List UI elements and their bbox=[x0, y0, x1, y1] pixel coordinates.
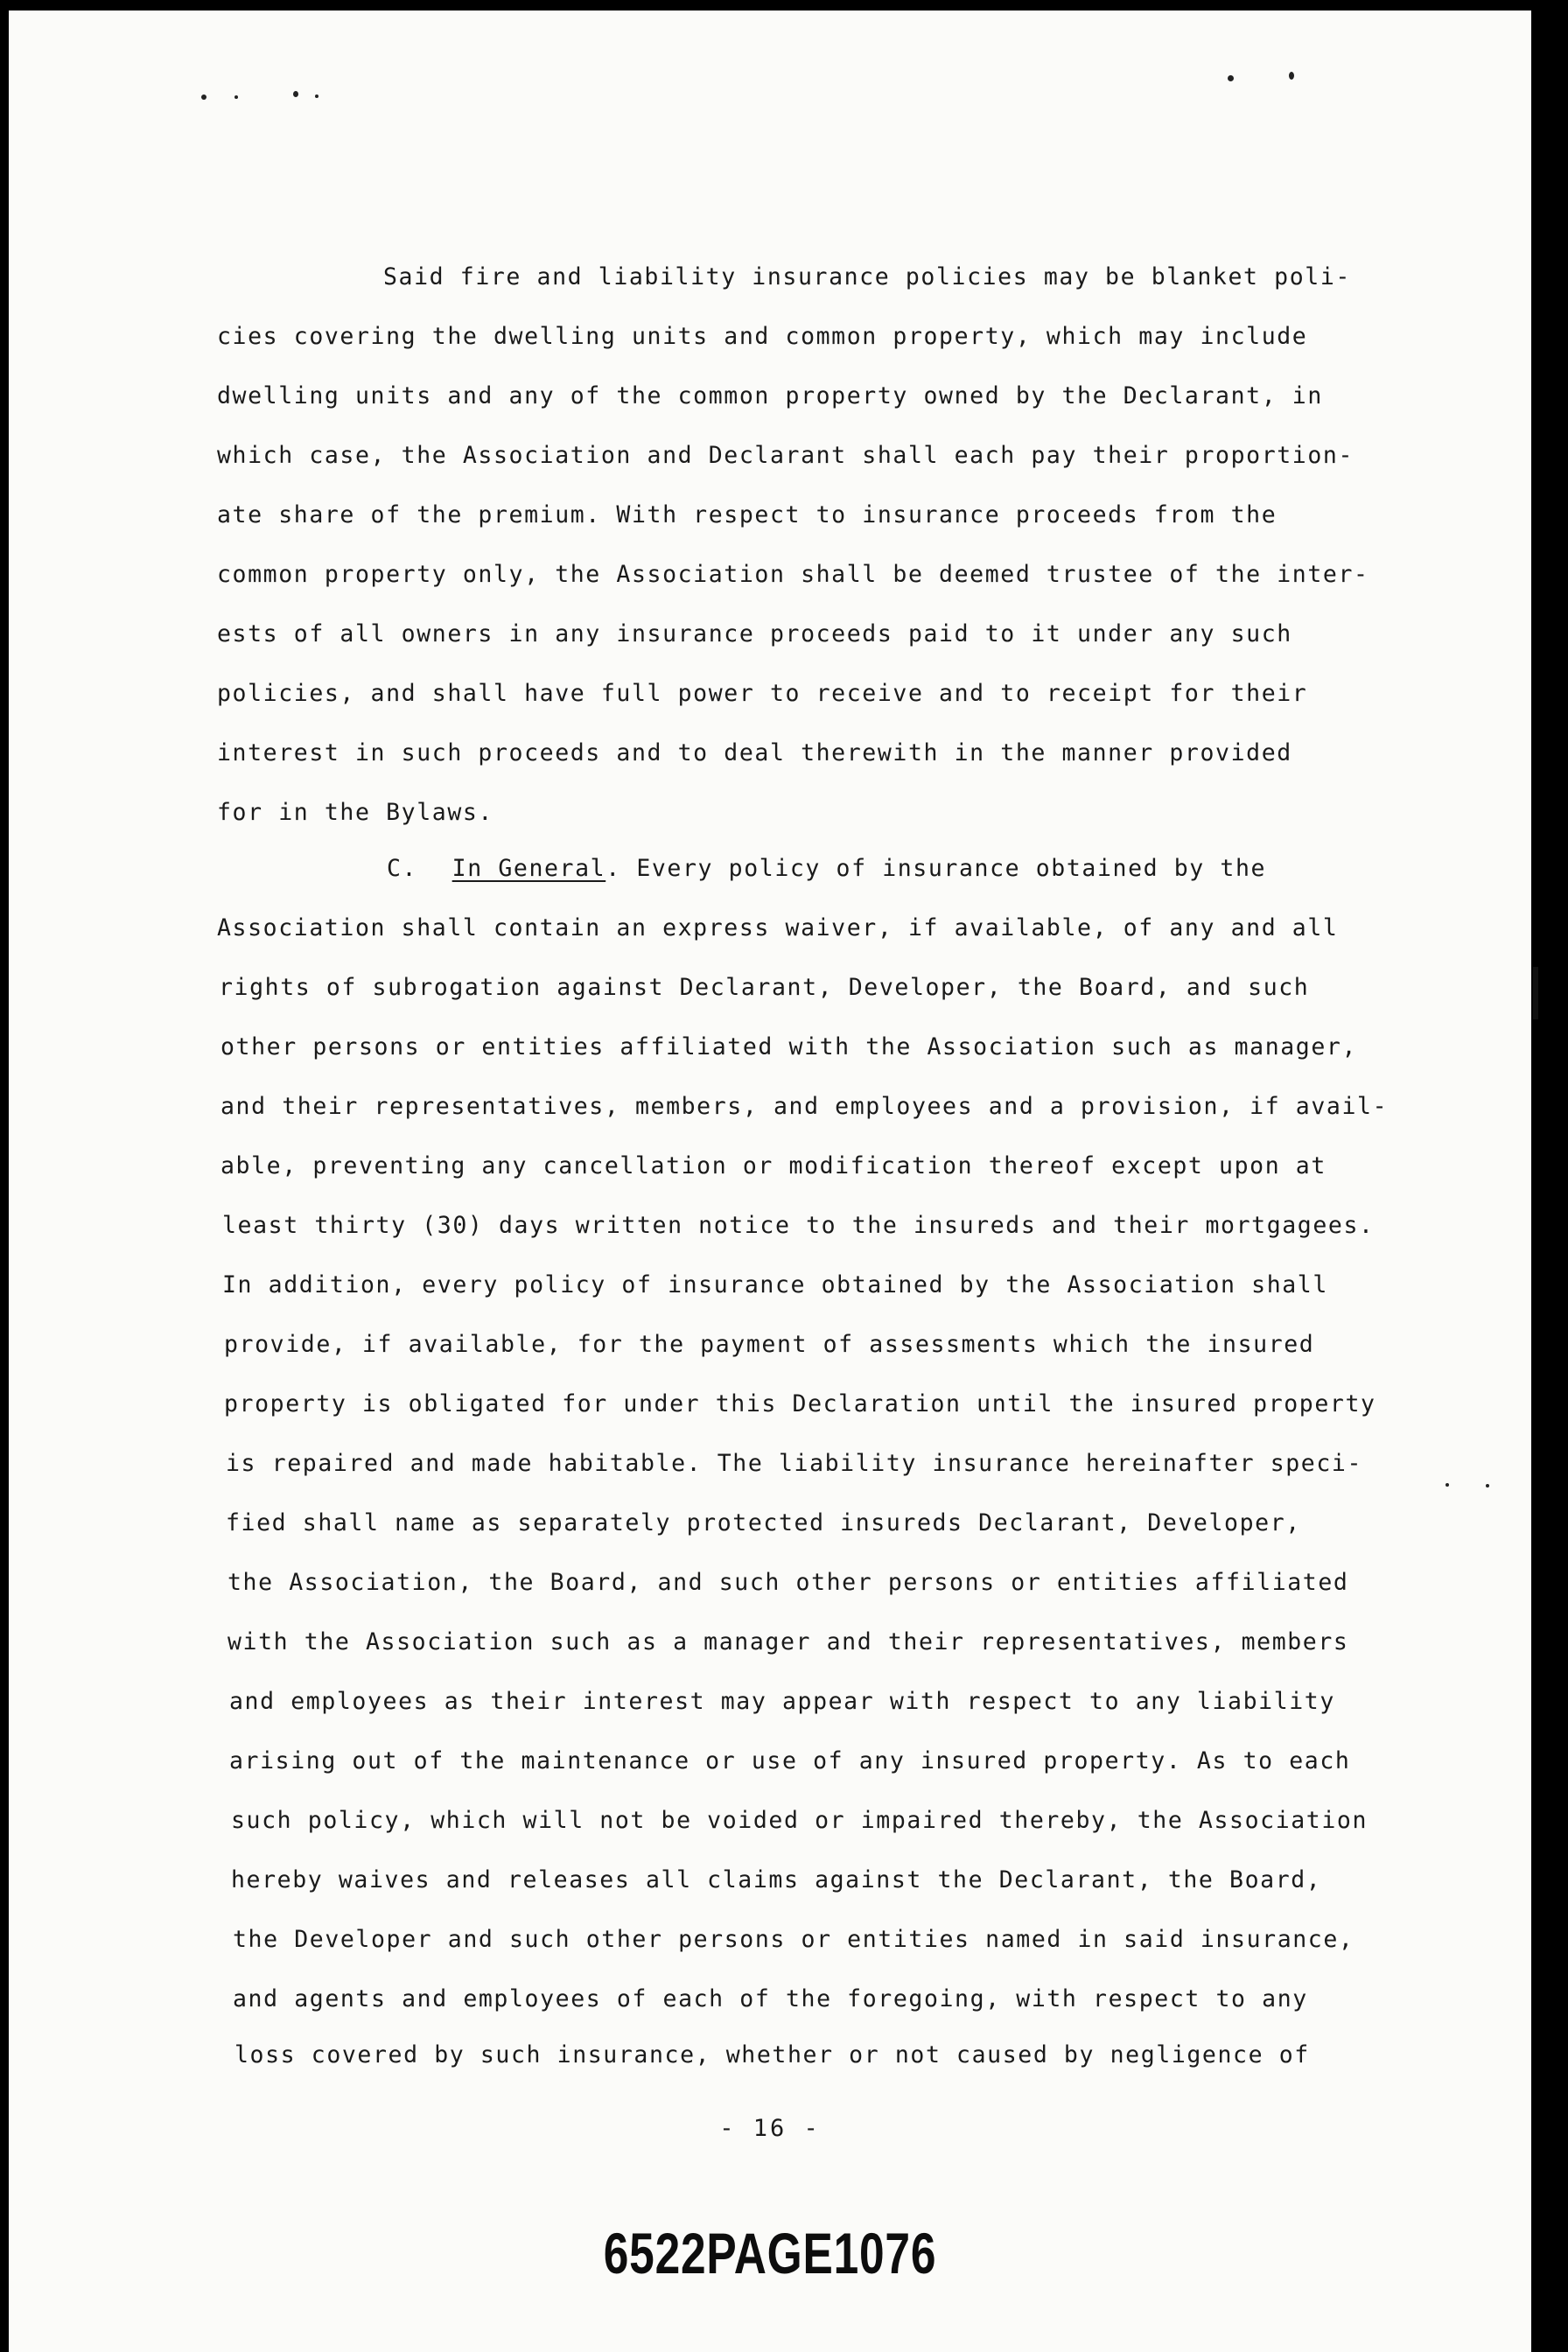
text-line: the Developer and such other persons or entities named in said insurance, bbox=[233, 1926, 1354, 1953]
text-line: is repaired and made habitable. The liability insurance hereinafter speci- bbox=[226, 1450, 1363, 1477]
text-line: property is obligated for under this Declaration until the insured property bbox=[224, 1390, 1376, 1418]
text-line: other persons or entities affiliated with the Association such as manager, bbox=[220, 1033, 1358, 1060]
text-line: such policy, which will not be voided or impaired thereby, the Association bbox=[231, 1807, 1368, 1834]
text-line: Said fire and liability insurance policies may be blanket poli- bbox=[383, 263, 1351, 290]
text-line: Association shall contain an express waiver, if available, of any and all bbox=[217, 914, 1339, 942]
text-line: In addition, every policy of insurance obtained by the Association shall bbox=[222, 1271, 1328, 1298]
text-line: and their representatives, members, and employees and a provision, if avail- bbox=[220, 1093, 1389, 1120]
section-first-line: . Every policy of insurance obtained by the bbox=[606, 855, 1267, 882]
text-line: policies, and shall have full power to receive and to receipt for their bbox=[217, 680, 1308, 707]
text-line: for in the Bylaws. bbox=[217, 799, 494, 826]
text-line: with the Association such as a manager and their representatives, members bbox=[228, 1628, 1349, 1656]
page-number: - 16 - bbox=[719, 2115, 821, 2142]
text-line: and agents and employees of each of the foregoing, with respect to any bbox=[233, 1985, 1308, 2012]
text-line: provide, if available, for the payment of assessments which the insured bbox=[224, 1331, 1315, 1358]
text-line: which case, the Association and Declarant shall each pay their proportion- bbox=[217, 442, 1354, 469]
text-line: dwelling units and any of the common property owned by the Declarant, in bbox=[217, 382, 1323, 410]
section-heading-line bbox=[387, 854, 1266, 884]
text-line: cies covering the dwelling units and common property, which may include bbox=[217, 323, 1308, 350]
text-line: ate share of the premium. With respect to insurance proceeds from the bbox=[217, 501, 1278, 528]
text-line: fied shall name as separately protected insureds Declarant, Developer, bbox=[226, 1509, 1301, 1536]
text-line: the Association, the Board, and such other persons or entities affiliated bbox=[228, 1569, 1349, 1596]
text-line: loss covered by such insurance, whether or not caused by negligence of bbox=[234, 2041, 1310, 2068]
text-line: common property only, the Association shall be deemed trustee of the inter- bbox=[217, 561, 1369, 588]
section-heading: In General bbox=[452, 855, 606, 882]
text-line: arising out of the maintenance or use of any insured property. As to each bbox=[229, 1747, 1351, 1774]
text-line: least thirty (30) days written notice to the insureds and their mortgagees. bbox=[222, 1212, 1375, 1239]
recording-stamp: 6522PAGE1076 bbox=[603, 2221, 937, 2286]
scan-edge-mark bbox=[1533, 967, 1538, 1019]
text-line: and employees as their interest may appear with respect to any liability bbox=[229, 1688, 1335, 1715]
text-line: interest in such proceeds and to deal therewith in the manner provided bbox=[217, 739, 1292, 766]
text-line: hereby waives and releases all claims against the Declarant, the Board, bbox=[231, 1866, 1322, 1894]
section-label: C. bbox=[387, 855, 418, 882]
text-line: able, preventing any cancellation or modification thereof except upon at bbox=[220, 1152, 1326, 1180]
text-line: rights of subrogation against Declarant, Developer, the Board, and such bbox=[219, 974, 1310, 1001]
text-line: ests of all owners in any insurance proceeds paid to it under any such bbox=[217, 620, 1292, 648]
body-text bbox=[9, 10, 1531, 2110]
document-sheet bbox=[9, 10, 1531, 2352]
